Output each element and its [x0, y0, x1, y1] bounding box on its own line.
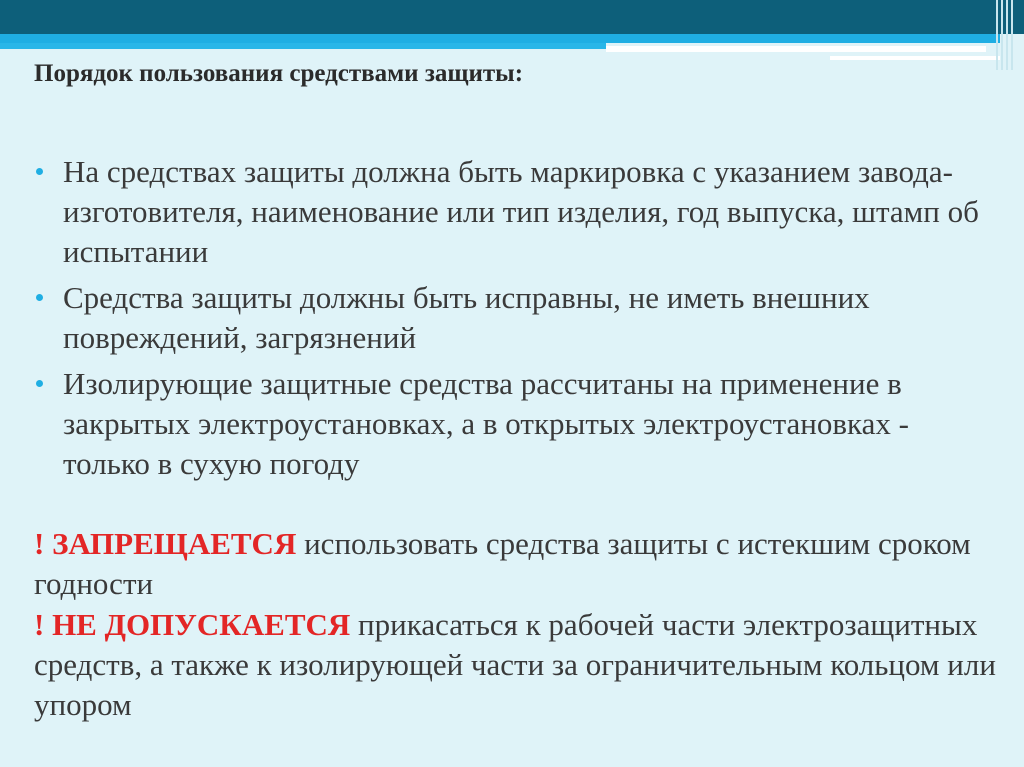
header-stripe-light: [0, 43, 606, 49]
bullet-dot-icon: [36, 168, 43, 175]
corner-decoration: [994, 0, 1016, 70]
warning-not-allowed: [34, 605, 1004, 725]
header-stripe-white-short: [830, 56, 1000, 60]
bullet-text: Средства защиты должны быть исправны, не иметь внешних повреждений, загрязнений: [63, 280, 870, 355]
bullet-text: На средствах защиты должна быть маркировка с указанием завода-изготовителя, наименование или тип изделия, год выпуска, штамп об испытании: [63, 154, 979, 269]
list-item: [34, 152, 994, 272]
warning-prohibited: [34, 524, 1004, 604]
slide-title: Порядок пользования средствами защиты:: [34, 60, 524, 87]
bullet-text: Изолирующие защитные средства рассчитаны на применение в закрытых электроустановках, а в открытых электроустановках - только в сухую погоду: [63, 366, 909, 481]
header-band: [0, 0, 1024, 34]
header-stripe-white: [606, 46, 986, 52]
warnings-block: [34, 524, 1004, 726]
header-stripe-blue: [0, 34, 1000, 43]
bullet-dot-icon: [36, 294, 43, 301]
bullet-list: [34, 152, 994, 490]
alert-label-not-allowed: ! НЕ ДОПУСКАЕТСЯ: [34, 607, 351, 642]
warning-text: использовать средства защиты с истекшим сроком годности: [34, 526, 971, 601]
list-item: [34, 364, 994, 484]
bullet-dot-icon: [36, 380, 43, 387]
warning-text: прикасаться к рабочей части электрозащитных средств, а также к изолирующей части за ограничительным кольцом или упором: [34, 607, 996, 722]
list-item: [34, 278, 994, 358]
alert-label-prohibited: ! ЗАПРЕЩАЕТСЯ: [34, 526, 297, 561]
